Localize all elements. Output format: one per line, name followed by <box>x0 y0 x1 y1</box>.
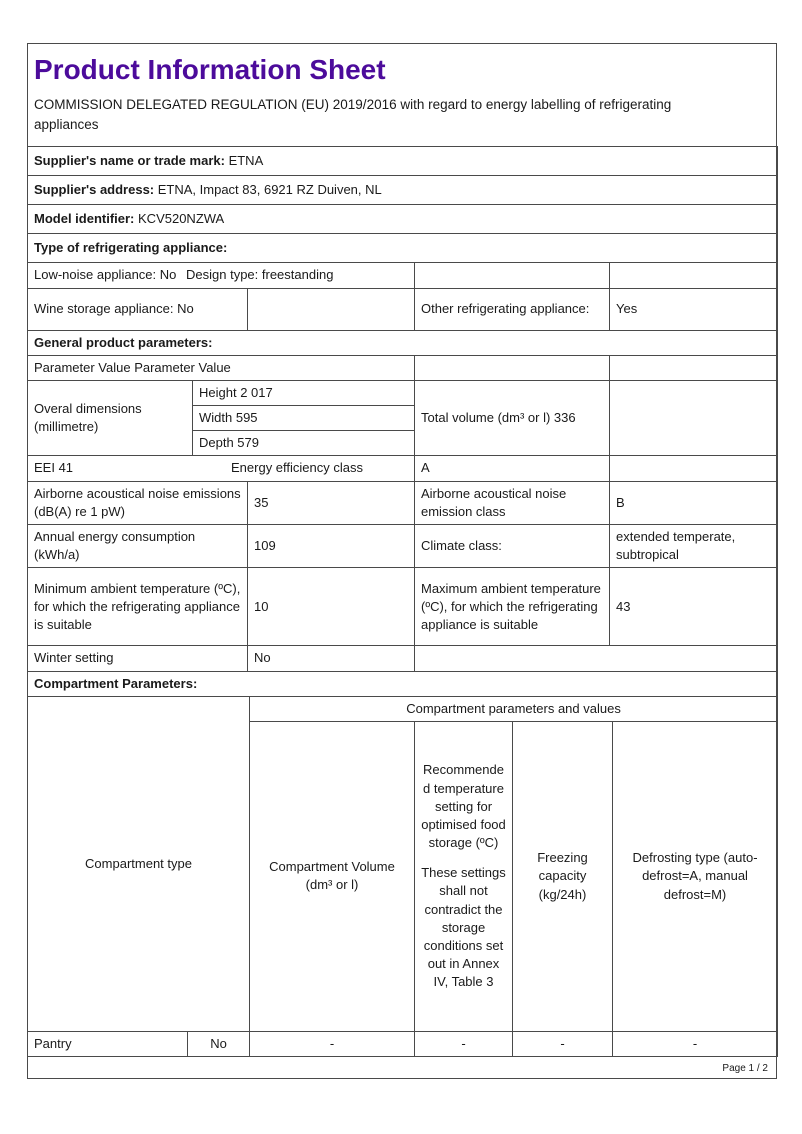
temp-header-line2: These settings shall not contradict the storage conditions set out in Annex IV, Table 3 <box>421 865 506 990</box>
temp-header-cell <box>415 721 513 1031</box>
other-appliance-value-cell: Yes <box>610 288 778 330</box>
parameter-header-cell: Parameter Value Parameter Value <box>28 355 415 380</box>
general-heading-row <box>28 330 778 355</box>
noise-row <box>28 481 778 524</box>
noise-value-cell: 35 <box>248 481 415 524</box>
defrost-header-cell: Defrosting type (auto-defrost=A, manual defrost=M) <box>613 721 778 1031</box>
annual-energy-label-cell: Annual energy consumption (kWh/a) <box>28 525 248 568</box>
wine-storage-row <box>28 288 778 330</box>
page-title: Product Information Sheet <box>34 54 386 85</box>
low-noise-value: Low-noise appliance: No <box>34 267 177 283</box>
max-temp-value-cell: 43 <box>610 568 778 646</box>
empty-cell <box>248 288 415 330</box>
compartment-type-cell: Pantry <box>28 1031 188 1056</box>
wine-storage-cell: Wine storage appliance: No <box>28 288 248 330</box>
sheet-header <box>28 44 776 146</box>
model-identifier-label: Model identifier: <box>34 211 135 227</box>
general-info-table <box>27 146 778 696</box>
compartment-type-header-cell: Compartment type <box>28 696 250 1031</box>
eei-split <box>34 459 408 477</box>
compartment-table <box>27 696 778 1057</box>
max-temp-label-cell: Maximum ambient temperature (ºC), for which the refrigerating appliance is suitable <box>415 568 610 646</box>
compartment-heading-cell: Compartment Parameters: <box>28 671 778 696</box>
model-identifier-cell <box>28 205 778 234</box>
noise-label-cell: Airborne acoustical noise emissions (dB(A) re 1 pW) <box>28 481 248 524</box>
winter-setting-row <box>28 646 778 671</box>
supplier-address-row <box>28 176 778 205</box>
eei-value: EEI 41 <box>34 460 74 476</box>
model-identifier-value: KCV520NZWA <box>138 211 225 227</box>
supplier-address-value: ETNA, Impact 83, 6921 RZ Duiven, NL <box>157 182 382 198</box>
empty-cell <box>610 355 778 380</box>
empty-cell <box>415 263 610 288</box>
min-temp-label-cell: Minimum ambient temperature (ºC), for which the refrigerating appliance is suitable <box>28 568 248 646</box>
low-noise-row <box>28 263 778 288</box>
compartment-temp-cell: - <box>415 1031 513 1056</box>
dimensions-label-cell: Overal dimensions (millimetre) <box>28 380 193 456</box>
empty-cell <box>610 263 778 288</box>
compartment-row-pantry <box>28 1031 778 1056</box>
noise-class-label-cell: Airborne acoustical noise emission class <box>415 481 610 524</box>
min-temp-value-cell: 10 <box>248 568 415 646</box>
freezing-header-cell: Freezing capacity (kg/24h) <box>513 721 613 1031</box>
ambient-temp-row <box>28 568 778 646</box>
eei-cell <box>28 456 415 481</box>
winter-value-cell: No <box>248 646 415 671</box>
energy-class-label: Energy efficiency class <box>231 460 363 476</box>
empty-cell <box>415 646 778 671</box>
low-noise-cell <box>28 263 415 288</box>
compartment-volume-cell: - <box>250 1031 415 1056</box>
design-type-value: Design type: freestanding <box>186 267 334 283</box>
annual-energy-row <box>28 525 778 568</box>
energy-class-value-cell: A <box>415 456 610 481</box>
supplier-name-cell <box>28 147 778 176</box>
regulation-subtitle: COMMISSION DELEGATED REGULATION (EU) 2019/2016 with regard to energy labelling of refrigerating appliances <box>34 97 672 132</box>
type-heading-cell: Type of refrigerating appliance: <box>28 234 778 263</box>
supplier-address-cell <box>28 176 778 205</box>
noise-class-value-cell: B <box>610 481 778 524</box>
compartment-heading-row <box>28 671 778 696</box>
supplier-address-label: Supplier's address: <box>34 182 155 198</box>
dimension-height-row <box>28 380 778 405</box>
climate-value-cell: extended temperate, subtropical <box>610 525 778 568</box>
supplier-name-label: Supplier's name or trade mark: <box>34 153 225 169</box>
volume-header-cell: Compartment Volume (dm³ or l) <box>250 721 415 1031</box>
compartment-group-header-row <box>28 696 778 721</box>
product-information-sheet <box>27 43 777 1079</box>
compartment-defrost-cell: - <box>613 1031 778 1056</box>
total-volume-cell: Total volume (dm³ or l) 336 <box>415 380 610 456</box>
climate-label-cell: Climate class: <box>415 525 610 568</box>
page-number: Page 1 / 2 <box>722 1063 768 1075</box>
general-heading-cell: General product parameters: <box>28 330 778 355</box>
winter-label-cell: Winter setting <box>28 646 248 671</box>
annual-energy-value-cell: 109 <box>248 525 415 568</box>
supplier-name-value: ETNA <box>228 153 264 169</box>
dimension-depth-cell: Depth 579 <box>193 431 415 456</box>
eei-row <box>28 456 778 481</box>
compartment-present-cell: No <box>188 1031 250 1056</box>
empty-cell <box>610 456 778 481</box>
compartment-group-header-cell: Compartment parameters and values <box>250 696 778 721</box>
type-heading-row <box>28 234 778 263</box>
other-appliance-label-cell: Other refrigerating appliance: <box>415 288 610 330</box>
dimension-height-cell: Height 2 017 <box>193 380 415 405</box>
empty-cell <box>610 380 778 456</box>
empty-cell <box>415 355 610 380</box>
temp-header-line1: Recommended temperature setting for optimised food storage (ºC) <box>421 762 506 851</box>
model-identifier-row <box>28 205 778 234</box>
compartment-freezing-cell: - <box>513 1031 613 1056</box>
parameter-header-row <box>28 355 778 380</box>
supplier-name-row <box>28 147 778 176</box>
dimension-width-cell: Width 595 <box>193 406 415 431</box>
